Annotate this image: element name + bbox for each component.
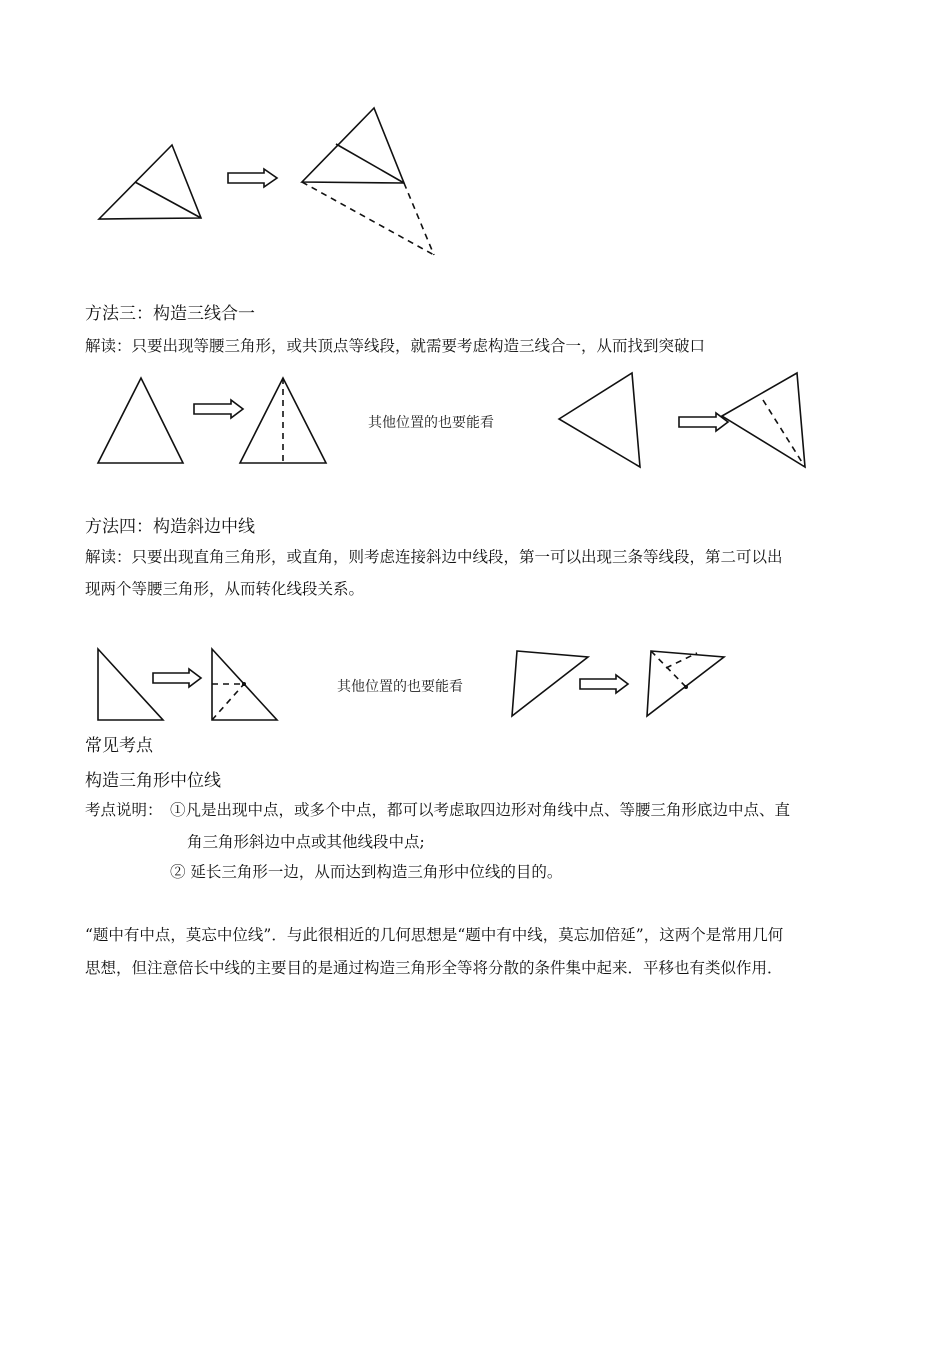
rotated-right-triangle-with-median: [647, 651, 724, 716]
rotated-isosceles-triangle: [559, 373, 640, 467]
right-triangle-with-median: [212, 649, 277, 720]
method4-description-line2: 现两个等腰三角形，从而转化线段关系。: [85, 580, 365, 598]
arrow-right-icon: [228, 169, 277, 187]
arrow-right-icon: [153, 669, 201, 687]
common-points-heading: 常见考点: [85, 736, 153, 756]
isosceles-triangle: [98, 378, 183, 463]
explain-item1-line2: 角三角形斜边中点或其他线段中点;: [187, 833, 425, 851]
triangle-original: [99, 145, 201, 219]
summary-paragraph-line2: 思想，但注意倍长中线的主要目的是通过构造三角形全等将分散的条件集中起来．平移也有类似作用．: [85, 959, 783, 977]
method3-figure-note: 其他位置的也要能看: [368, 415, 494, 431]
summary-paragraph-line1: “题中有中点，莫忘中位线”．与此很相近的几何思想是“题中有中线，莫忘加倍延”，这两个是常用几何: [85, 926, 784, 944]
explain-item1-line1: ①凡是出现中点，或多个中点，都可以考虑取四边形对角线中点、等腰三角形底边中点、直: [170, 801, 791, 819]
method3-description: 解读：只要出现等腰三角形，或共顶点等线段，就需要考虑构造三线合一，从而找到突破口: [85, 337, 706, 355]
method4-figure-note: 其他位置的也要能看: [337, 679, 463, 695]
figure-midline-doubling: [0, 0, 950, 270]
method4-description-line1: 解读：只要出现直角三角形，或直角，则考虑连接斜边中线段，第一可以出现三条等线段，第二可以出: [85, 548, 783, 566]
arrow-right-icon: [679, 413, 728, 431]
arrow-right-icon: [580, 675, 628, 693]
arrow-right-icon: [194, 400, 243, 418]
explain-label: 考点说明：: [85, 801, 163, 819]
common-points-subheading: 构造三角形中位线: [85, 771, 221, 791]
method4-title: 方法四：构造斜边中线: [85, 517, 255, 537]
isosceles-triangle-with-altitude: [240, 378, 326, 463]
right-triangle: [98, 649, 163, 720]
method3-title: 方法三：构造三线合一: [85, 304, 255, 324]
rotated-right-triangle: [512, 651, 588, 716]
explain-item2: ② 延长三角形一边，从而达到构造三角形中位线的目的。: [170, 863, 563, 881]
rotated-triangle-with-altitude: [722, 373, 805, 467]
triangle-extended: [302, 108, 434, 255]
figure-hypotenuse-median: [0, 640, 950, 730]
